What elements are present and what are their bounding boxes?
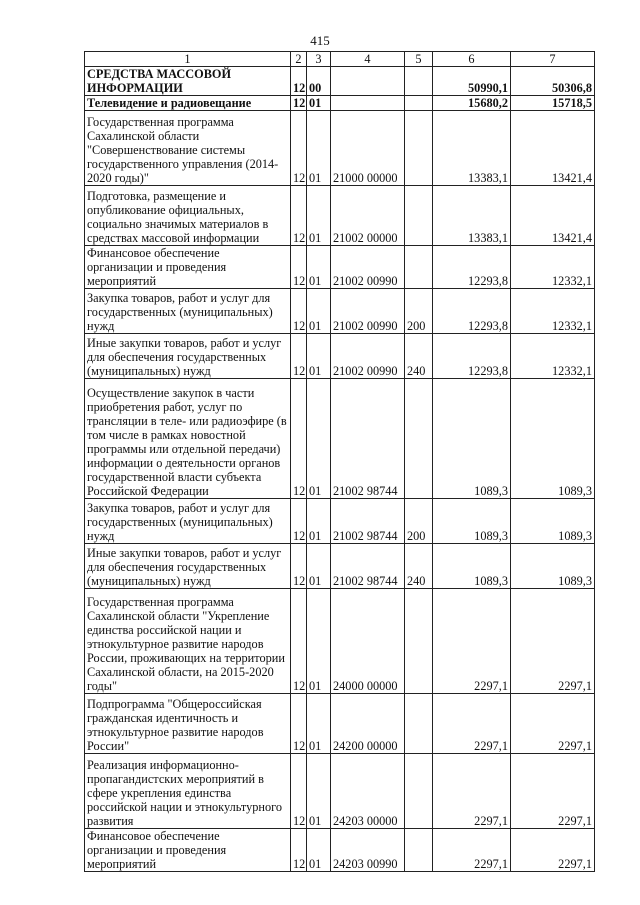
section-code-cell: 12	[291, 694, 307, 754]
subsection-code-cell: 01	[307, 379, 331, 499]
row-name-cell: Иные закупки товаров, работ и услуг для обеспечения государственных (муниципальных) нужд	[85, 334, 291, 379]
target-article-cell	[331, 96, 405, 111]
target-article-cell: 21002 00990	[331, 246, 405, 289]
amount-col7-cell: 1089,3	[511, 379, 595, 499]
row-name-cell: Телевидение и радиовещание	[85, 96, 291, 111]
page-number: 415	[310, 33, 330, 48]
amount-col7-cell: 12332,1	[511, 246, 595, 289]
target-article-cell: 24203 00990	[331, 829, 405, 872]
subsection-code-cell: 01	[307, 246, 331, 289]
amount-col7-cell: 12332,1	[511, 289, 595, 334]
subsection-code-cell: 01	[307, 334, 331, 379]
expense-type-cell	[405, 111, 433, 186]
target-article-cell: 24200 00000	[331, 694, 405, 754]
expense-type-cell	[405, 96, 433, 111]
amount-col6-cell: 50990,1	[433, 67, 511, 96]
row-name-cell: Финансовое обеспечение организации и проведения мероприятий	[85, 246, 291, 289]
expense-type-cell: 240	[405, 334, 433, 379]
amount-col7-cell: 13421,4	[511, 111, 595, 186]
target-article-cell: 21002 00000	[331, 186, 405, 246]
subsection-code-cell: 01	[307, 289, 331, 334]
section-code-cell: 12	[291, 754, 307, 829]
expense-type-cell	[405, 694, 433, 754]
table-row	[85, 499, 595, 544]
column-header: 1	[85, 52, 291, 67]
row-name-cell: Подготовка, размещение и опубликование официальных, социально значимых материалов в средствах массовой информации	[85, 186, 291, 246]
subsection-code-cell: 01	[307, 589, 331, 694]
expense-type-cell: 200	[405, 289, 433, 334]
section-code-cell: 12	[291, 111, 307, 186]
subsection-code-cell: 01	[307, 96, 331, 111]
section-code-cell: 12	[291, 499, 307, 544]
row-name-cell: Государственная программа Сахалинской области "Совершенствование системы государственного управления (2014-2020 годы)"	[85, 111, 291, 186]
table-row	[85, 334, 595, 379]
row-name-cell: Подпрограмма "Общероссийская гражданская идентичность и этнокультурное развитие народов России"	[85, 694, 291, 754]
expense-type-cell: 200	[405, 499, 433, 544]
column-header: 2	[291, 52, 307, 67]
amount-col7-cell: 1089,3	[511, 544, 595, 589]
table-row	[85, 289, 595, 334]
table-body	[85, 67, 595, 872]
amount-col7-cell: 1089,3	[511, 499, 595, 544]
amount-col7-cell: 15718,5	[511, 96, 595, 111]
column-header: 4	[331, 52, 405, 67]
row-name-cell: Иные закупки товаров, работ и услуг для обеспечения государственных (муниципальных) нужд	[85, 544, 291, 589]
row-name-cell: Финансовое обеспечение организации и проведения мероприятий	[85, 829, 291, 872]
section-code-cell: 12	[291, 829, 307, 872]
row-name-cell: Реализация информационно-пропагандистских мероприятий в сфере укрепления единства российской нации и этнокультурного развития	[85, 754, 291, 829]
expense-type-cell	[405, 754, 433, 829]
expense-type-cell: 240	[405, 544, 433, 589]
row-name-cell: Государственная программа Сахалинской области "Укрепление единства российской нации и этнокультурное развитие народов России, проживающих на территории Сахалинской области, на 2015-2020 годы"	[85, 589, 291, 694]
expense-type-cell	[405, 246, 433, 289]
subsection-code-cell: 01	[307, 829, 331, 872]
amount-col6-cell: 13383,1	[433, 186, 511, 246]
amount-col6-cell: 1089,3	[433, 544, 511, 589]
section-code-cell: 12	[291, 589, 307, 694]
table-row	[85, 544, 595, 589]
subsection-code-cell: 01	[307, 754, 331, 829]
table-row	[85, 829, 595, 872]
section-code-cell: 12	[291, 334, 307, 379]
table-row	[85, 186, 595, 246]
table-row	[85, 754, 595, 829]
target-article-cell	[331, 67, 405, 96]
subsection-code-cell: 01	[307, 111, 331, 186]
amount-col6-cell: 12293,8	[433, 334, 511, 379]
table-row	[85, 111, 595, 186]
subsection-code-cell: 01	[307, 544, 331, 589]
table-row	[85, 694, 595, 754]
expense-type-cell	[405, 379, 433, 499]
section-code-cell: 12	[291, 96, 307, 111]
amount-col6-cell: 13383,1	[433, 111, 511, 186]
amount-col7-cell: 50306,8	[511, 67, 595, 96]
expense-type-cell	[405, 829, 433, 872]
target-article-cell: 21002 00990	[331, 334, 405, 379]
expense-type-cell	[405, 67, 433, 96]
row-name-cell: Закупка товаров, работ и услуг для государственных (муниципальных) нужд	[85, 499, 291, 544]
subsection-code-cell: 01	[307, 499, 331, 544]
row-name-cell: СРЕДСТВА МАССОВОЙ ИНФОРМАЦИИ	[85, 67, 291, 96]
amount-col7-cell: 2297,1	[511, 754, 595, 829]
subsection-code-cell: 01	[307, 694, 331, 754]
amount-col6-cell: 2297,1	[433, 589, 511, 694]
section-code-cell: 12	[291, 186, 307, 246]
table-row	[85, 96, 595, 111]
amount-col6-cell: 12293,8	[433, 289, 511, 334]
amount-col6-cell: 1089,3	[433, 379, 511, 499]
table-row	[85, 246, 595, 289]
row-name-cell: Осуществление закупок в части приобретения работ, услуг по трансляции в теле- или радиоэфире (в том числе в рамках новостной программы или отдельной передачи) информации о деятельности органов государственной власти субъекта Российской Федерации	[85, 379, 291, 499]
amount-col6-cell: 2297,1	[433, 694, 511, 754]
amount-col6-cell: 12293,8	[433, 246, 511, 289]
amount-col7-cell: 2297,1	[511, 589, 595, 694]
expense-type-cell	[405, 589, 433, 694]
amount-col7-cell: 12332,1	[511, 334, 595, 379]
amount-col6-cell: 2297,1	[433, 829, 511, 872]
section-code-cell: 12	[291, 544, 307, 589]
budget-table	[84, 51, 595, 872]
target-article-cell: 21002 00990	[331, 289, 405, 334]
column-header: 3	[307, 52, 331, 67]
target-article-cell: 21002 98744	[331, 379, 405, 499]
target-article-cell: 24203 00000	[331, 754, 405, 829]
column-header: 5	[405, 52, 433, 67]
table-row	[85, 379, 595, 499]
amount-col7-cell: 2297,1	[511, 829, 595, 872]
target-article-cell: 21002 98744	[331, 544, 405, 589]
expense-type-cell	[405, 186, 433, 246]
section-code-cell: 12	[291, 379, 307, 499]
column-number-row	[85, 52, 595, 67]
target-article-cell: 21002 98744	[331, 499, 405, 544]
target-article-cell: 21000 00000	[331, 111, 405, 186]
amount-col6-cell: 2297,1	[433, 754, 511, 829]
column-header: 6	[433, 52, 511, 67]
section-code-cell: 12	[291, 289, 307, 334]
subsection-code-cell: 00	[307, 67, 331, 96]
section-code-cell: 12	[291, 246, 307, 289]
table-row	[85, 67, 595, 96]
amount-col6-cell: 1089,3	[433, 499, 511, 544]
subsection-code-cell: 01	[307, 186, 331, 246]
amount-col7-cell: 2297,1	[511, 694, 595, 754]
row-name-cell: Закупка товаров, работ и услуг для государственных (муниципальных) нужд	[85, 289, 291, 334]
section-code-cell: 12	[291, 67, 307, 96]
amount-col7-cell: 13421,4	[511, 186, 595, 246]
table-row	[85, 589, 595, 694]
target-article-cell: 24000 00000	[331, 589, 405, 694]
amount-col6-cell: 15680,2	[433, 96, 511, 111]
column-header: 7	[511, 52, 595, 67]
